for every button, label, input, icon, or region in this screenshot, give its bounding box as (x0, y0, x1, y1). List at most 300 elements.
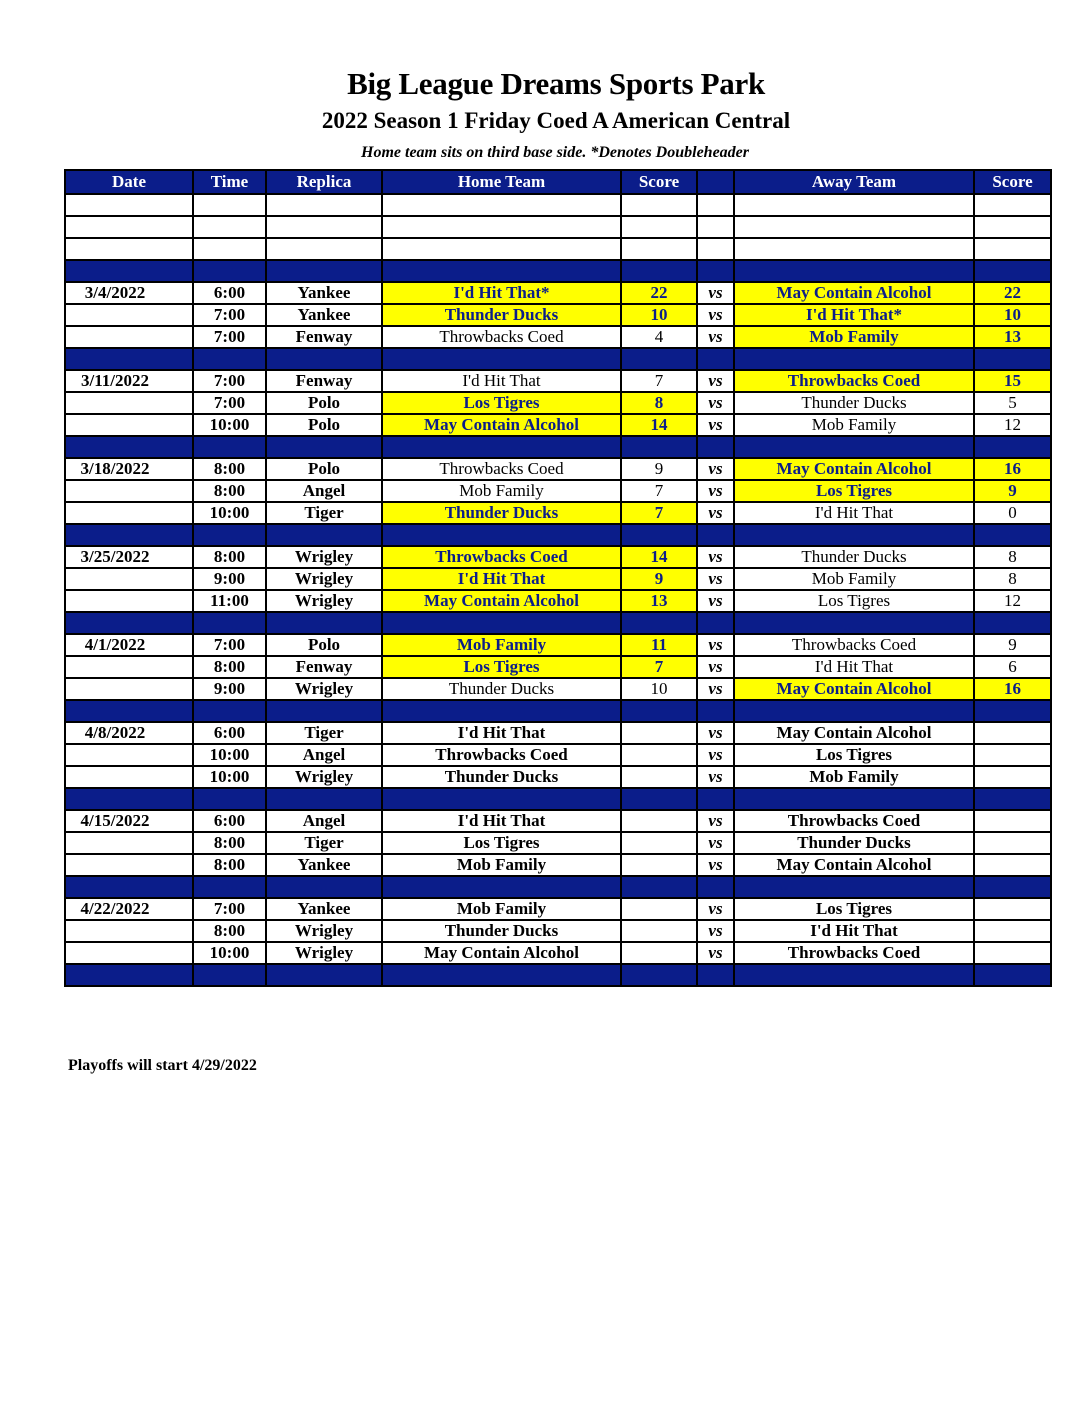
home-team: Thunder Ducks (382, 766, 621, 788)
home-team: May Contain Alcohol (382, 590, 621, 612)
separator-cell (266, 964, 382, 986)
away-score (974, 744, 1051, 766)
empty-cell (193, 194, 266, 216)
separator-cell (193, 612, 266, 634)
week-separator (65, 964, 1051, 986)
away-team: Throwbacks Coed (734, 810, 974, 832)
home-team: I'd Hit That* (382, 282, 621, 304)
home-team: Throwbacks Coed (382, 744, 621, 766)
separator-cell (621, 348, 697, 370)
away-team: Throwbacks Coed (734, 634, 974, 656)
away-score: 0 (974, 502, 1051, 524)
home-team: Thunder Ducks (382, 304, 621, 326)
game-time: 8:00 (193, 854, 266, 876)
game-time: 7:00 (193, 370, 266, 392)
away-team: May Contain Alcohol (734, 854, 974, 876)
away-team: I'd Hit That (734, 502, 974, 524)
home-team: Los Tigres (382, 392, 621, 414)
blank-row (65, 216, 1051, 238)
empty-cell (974, 238, 1051, 260)
home-score: 14 (621, 546, 697, 568)
separator-cell (734, 348, 974, 370)
separator-cell (65, 260, 193, 282)
game-replica: Wrigley (266, 678, 382, 700)
game-replica: Wrigley (266, 942, 382, 964)
separator-cell (697, 788, 734, 810)
vs-label: vs (697, 502, 734, 524)
empty-cell (621, 216, 697, 238)
away-team: I'd Hit That (734, 920, 974, 942)
home-score: 8 (621, 392, 697, 414)
vs-label: vs (697, 744, 734, 766)
away-team: May Contain Alcohol (734, 722, 974, 744)
game-row (65, 898, 1051, 920)
game-time: 10:00 (193, 502, 266, 524)
away-score: 16 (974, 678, 1051, 700)
separator-cell (266, 612, 382, 634)
schedule-table (64, 169, 1052, 987)
game-row (65, 678, 1051, 700)
separator-cell (65, 876, 193, 898)
game-date (65, 414, 193, 436)
home-team: Thunder Ducks (382, 502, 621, 524)
away-team: Throwbacks Coed (734, 370, 974, 392)
game-date (65, 480, 193, 502)
away-score: 8 (974, 546, 1051, 568)
game-time: 7:00 (193, 326, 266, 348)
away-score: 22 (974, 282, 1051, 304)
game-row (65, 656, 1051, 678)
game-row (65, 282, 1051, 304)
separator-cell (697, 700, 734, 722)
separator-cell (382, 964, 621, 986)
page-title: Big League Dreams Sports Park (347, 66, 765, 101)
game-replica: Angel (266, 480, 382, 502)
separator-cell (266, 524, 382, 546)
empty-cell (65, 238, 193, 260)
empty-cell (65, 216, 193, 238)
away-score: 8 (974, 568, 1051, 590)
game-replica: Polo (266, 634, 382, 656)
separator-cell (697, 876, 734, 898)
home-team: Throwbacks Coed (382, 458, 621, 480)
separator-cell (65, 436, 193, 458)
game-time: 8:00 (193, 832, 266, 854)
game-replica: Yankee (266, 282, 382, 304)
game-row (65, 326, 1051, 348)
home-team: Mob Family (382, 634, 621, 656)
game-replica: Polo (266, 414, 382, 436)
separator-cell (974, 700, 1051, 722)
separator-cell (734, 524, 974, 546)
game-time: 9:00 (193, 678, 266, 700)
vs-label: vs (697, 832, 734, 854)
separator-cell (65, 964, 193, 986)
separator-cell (621, 612, 697, 634)
away-team: Mob Family (734, 414, 974, 436)
game-row (65, 854, 1051, 876)
game-row (65, 810, 1051, 832)
game-replica: Tiger (266, 832, 382, 854)
home-team: I'd Hit That (382, 568, 621, 590)
vs-label: vs (697, 326, 734, 348)
away-score (974, 722, 1051, 744)
week-separator (65, 260, 1051, 282)
header-replica: Replica (266, 170, 382, 194)
separator-cell (65, 524, 193, 546)
game-time: 10:00 (193, 766, 266, 788)
home-score: 7 (621, 502, 697, 524)
empty-cell (697, 238, 734, 260)
empty-cell (974, 216, 1051, 238)
game-replica: Tiger (266, 502, 382, 524)
vs-label: vs (697, 282, 734, 304)
empty-cell (697, 216, 734, 238)
away-score: 13 (974, 326, 1051, 348)
game-time: 11:00 (193, 590, 266, 612)
empty-cell (382, 216, 621, 238)
game-replica: Fenway (266, 656, 382, 678)
playoffs-note: Playoffs will start 4/29/2022 (68, 1057, 257, 1074)
home-score: 7 (621, 480, 697, 502)
separator-cell (65, 612, 193, 634)
home-score: 14 (621, 414, 697, 436)
game-date: 4/22/2022 (65, 898, 193, 920)
separator-cell (382, 788, 621, 810)
game-date: 4/1/2022 (65, 634, 193, 656)
game-replica: Polo (266, 392, 382, 414)
away-score (974, 920, 1051, 942)
separator-cell (697, 348, 734, 370)
home-team: Mob Family (382, 854, 621, 876)
vs-label: vs (697, 590, 734, 612)
separator-cell (193, 260, 266, 282)
game-time: 8:00 (193, 458, 266, 480)
separator-cell (266, 348, 382, 370)
away-score: 16 (974, 458, 1051, 480)
game-time: 7:00 (193, 634, 266, 656)
game-row (65, 458, 1051, 480)
away-team: May Contain Alcohol (734, 458, 974, 480)
separator-cell (621, 876, 697, 898)
separator-cell (734, 788, 974, 810)
game-time: 8:00 (193, 480, 266, 502)
game-date (65, 656, 193, 678)
home-team: I'd Hit That (382, 722, 621, 744)
home-team: May Contain Alcohol (382, 414, 621, 436)
game-replica: Wrigley (266, 920, 382, 942)
away-score (974, 832, 1051, 854)
game-replica: Polo (266, 458, 382, 480)
header-vs (697, 170, 734, 194)
away-score (974, 854, 1051, 876)
away-score: 5 (974, 392, 1051, 414)
away-score: 12 (974, 414, 1051, 436)
game-date: 3/18/2022 (65, 458, 193, 480)
home-score (621, 898, 697, 920)
away-score: 12 (974, 590, 1051, 612)
home-team: Throwbacks Coed (382, 326, 621, 348)
vs-label: vs (697, 722, 734, 744)
away-team: Mob Family (734, 766, 974, 788)
separator-cell (382, 260, 621, 282)
separator-cell (382, 524, 621, 546)
game-row (65, 744, 1051, 766)
home-team: Los Tigres (382, 832, 621, 854)
home-score: 22 (621, 282, 697, 304)
separator-cell (193, 524, 266, 546)
home-score (621, 832, 697, 854)
vs-label: vs (697, 854, 734, 876)
separator-cell (621, 964, 697, 986)
separator-cell (193, 436, 266, 458)
header-time: Time (193, 170, 266, 194)
separator-cell (65, 348, 193, 370)
game-row (65, 392, 1051, 414)
away-team: May Contain Alcohol (734, 678, 974, 700)
separator-cell (734, 436, 974, 458)
vs-label: vs (697, 392, 734, 414)
separator-cell (382, 436, 621, 458)
week-separator (65, 524, 1051, 546)
game-date (65, 942, 193, 964)
header-date: Date (65, 170, 193, 194)
away-team: Thunder Ducks (734, 546, 974, 568)
separator-cell (193, 700, 266, 722)
away-score: 10 (974, 304, 1051, 326)
vs-label: vs (697, 656, 734, 678)
game-row (65, 546, 1051, 568)
game-time: 10:00 (193, 414, 266, 436)
game-row (65, 568, 1051, 590)
week-separator (65, 876, 1051, 898)
game-date (65, 832, 193, 854)
game-replica: Fenway (266, 326, 382, 348)
home-score: 4 (621, 326, 697, 348)
vs-label: vs (697, 920, 734, 942)
home-score (621, 744, 697, 766)
game-replica: Yankee (266, 898, 382, 920)
blank-row (65, 238, 1051, 260)
game-row (65, 920, 1051, 942)
separator-cell (621, 260, 697, 282)
vs-label: vs (697, 304, 734, 326)
game-row (65, 766, 1051, 788)
separator-cell (974, 788, 1051, 810)
vs-label: vs (697, 678, 734, 700)
game-date (65, 502, 193, 524)
game-time: 8:00 (193, 546, 266, 568)
game-row (65, 304, 1051, 326)
game-time: 8:00 (193, 920, 266, 942)
home-team: Thunder Ducks (382, 920, 621, 942)
home-team: Los Tigres (382, 656, 621, 678)
away-score: 9 (974, 480, 1051, 502)
separator-cell (697, 612, 734, 634)
empty-cell (193, 216, 266, 238)
separator-cell (65, 788, 193, 810)
home-team: Throwbacks Coed (382, 546, 621, 568)
header-home-score: Score (621, 170, 697, 194)
game-date (65, 854, 193, 876)
away-team: Mob Family (734, 326, 974, 348)
away-score (974, 942, 1051, 964)
game-time: 8:00 (193, 656, 266, 678)
empty-cell (65, 194, 193, 216)
away-score: 9 (974, 634, 1051, 656)
game-date (65, 766, 193, 788)
game-time: 10:00 (193, 942, 266, 964)
home-score (621, 766, 697, 788)
game-row (65, 722, 1051, 744)
home-score: 10 (621, 678, 697, 700)
vs-label: vs (697, 634, 734, 656)
game-time: 6:00 (193, 722, 266, 744)
away-team: Mob Family (734, 568, 974, 590)
game-row (65, 590, 1051, 612)
schedule-body (65, 194, 1051, 986)
week-separator (65, 612, 1051, 634)
home-team: May Contain Alcohol (382, 942, 621, 964)
game-time: 9:00 (193, 568, 266, 590)
schedule-note: Home team sits on third base side. *Denotes Doubleheader (361, 144, 749, 161)
separator-cell (382, 700, 621, 722)
game-row (65, 502, 1051, 524)
header-away-score: Score (974, 170, 1051, 194)
game-row (65, 480, 1051, 502)
home-score (621, 854, 697, 876)
separator-cell (193, 876, 266, 898)
separator-cell (266, 700, 382, 722)
game-replica: Angel (266, 744, 382, 766)
header-away-team: Away Team (734, 170, 974, 194)
separator-cell (65, 700, 193, 722)
separator-cell (974, 964, 1051, 986)
separator-cell (974, 612, 1051, 634)
home-score (621, 942, 697, 964)
separator-cell (266, 260, 382, 282)
game-time: 7:00 (193, 898, 266, 920)
game-replica: Angel (266, 810, 382, 832)
game-replica: Yankee (266, 304, 382, 326)
game-replica: Wrigley (266, 766, 382, 788)
away-team: Thunder Ducks (734, 832, 974, 854)
separator-cell (697, 524, 734, 546)
game-row (65, 414, 1051, 436)
separator-cell (382, 348, 621, 370)
away-score: 15 (974, 370, 1051, 392)
separator-cell (734, 964, 974, 986)
game-date (65, 326, 193, 348)
away-team: I'd Hit That (734, 656, 974, 678)
game-time: 7:00 (193, 304, 266, 326)
home-score: 9 (621, 458, 697, 480)
separator-cell (734, 260, 974, 282)
separator-cell (621, 524, 697, 546)
separator-cell (734, 700, 974, 722)
separator-cell (697, 260, 734, 282)
home-score: 13 (621, 590, 697, 612)
game-replica: Yankee (266, 854, 382, 876)
separator-cell (621, 436, 697, 458)
game-time: 6:00 (193, 810, 266, 832)
week-separator (65, 348, 1051, 370)
separator-cell (266, 436, 382, 458)
away-team: Los Tigres (734, 898, 974, 920)
vs-label: vs (697, 414, 734, 436)
away-team: Los Tigres (734, 744, 974, 766)
home-score: 10 (621, 304, 697, 326)
game-time: 10:00 (193, 744, 266, 766)
game-time: 6:00 (193, 282, 266, 304)
home-team: Thunder Ducks (382, 678, 621, 700)
away-score (974, 898, 1051, 920)
empty-cell (734, 216, 974, 238)
week-separator (65, 788, 1051, 810)
empty-cell (697, 194, 734, 216)
away-score (974, 766, 1051, 788)
separator-cell (734, 876, 974, 898)
empty-cell (266, 238, 382, 260)
week-separator (65, 700, 1051, 722)
away-score (974, 810, 1051, 832)
separator-cell (974, 348, 1051, 370)
separator-cell (266, 788, 382, 810)
home-score: 11 (621, 634, 697, 656)
game-row (65, 832, 1051, 854)
game-date: 3/11/2022 (65, 370, 193, 392)
game-replica: Wrigley (266, 546, 382, 568)
empty-cell (382, 194, 621, 216)
game-date (65, 744, 193, 766)
home-team: I'd Hit That (382, 810, 621, 832)
separator-cell (621, 700, 697, 722)
away-team: Thunder Ducks (734, 392, 974, 414)
home-team: I'd Hit That (382, 370, 621, 392)
game-row (65, 370, 1051, 392)
separator-cell (734, 612, 974, 634)
empty-cell (621, 194, 697, 216)
game-date (65, 678, 193, 700)
vs-label: vs (697, 898, 734, 920)
empty-cell (266, 216, 382, 238)
vs-label: vs (697, 942, 734, 964)
vs-label: vs (697, 370, 734, 392)
separator-cell (193, 788, 266, 810)
separator-cell (382, 876, 621, 898)
away-team: I'd Hit That* (734, 304, 974, 326)
vs-label: vs (697, 458, 734, 480)
away-score: 6 (974, 656, 1051, 678)
week-separator (65, 436, 1051, 458)
empty-cell (193, 238, 266, 260)
game-date: 3/25/2022 (65, 546, 193, 568)
game-row (65, 942, 1051, 964)
away-team: May Contain Alcohol (734, 282, 974, 304)
separator-cell (697, 964, 734, 986)
home-score (621, 920, 697, 942)
game-date: 4/8/2022 (65, 722, 193, 744)
vs-label: vs (697, 568, 734, 590)
home-score: 7 (621, 656, 697, 678)
header-row (65, 170, 1051, 194)
home-score: 9 (621, 568, 697, 590)
header-home-team: Home Team (382, 170, 621, 194)
game-date (65, 590, 193, 612)
home-team: Mob Family (382, 480, 621, 502)
separator-cell (621, 788, 697, 810)
game-replica: Wrigley (266, 568, 382, 590)
